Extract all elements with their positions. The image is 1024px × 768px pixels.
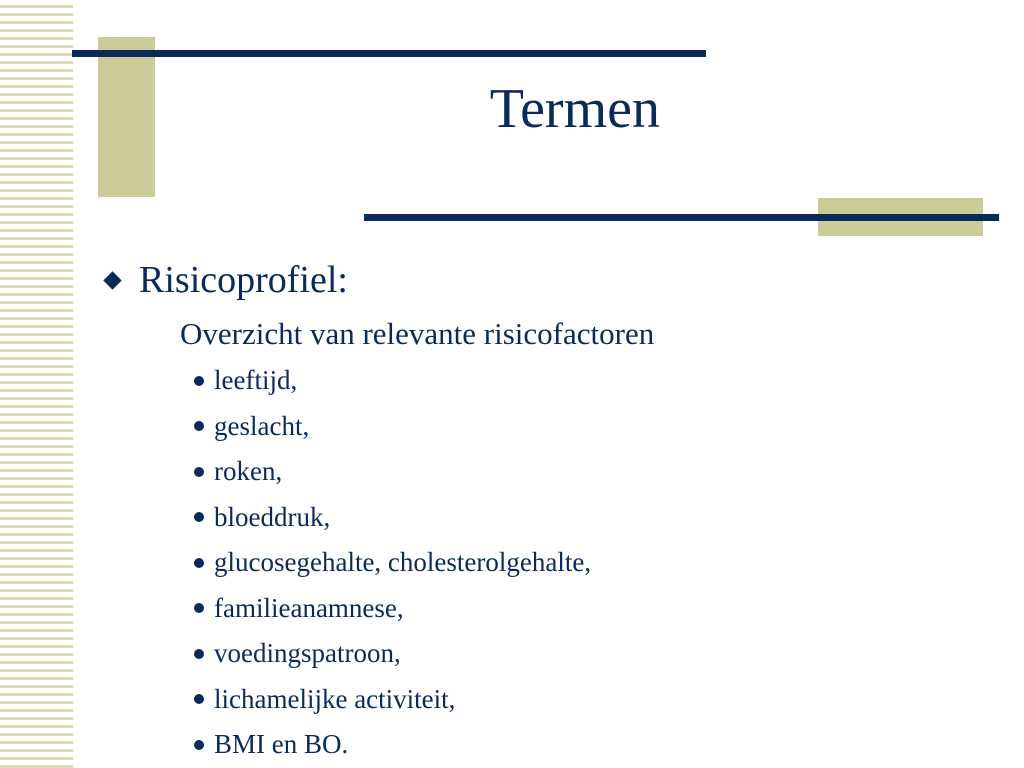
round-bullet-icon: [194, 467, 204, 477]
list-item: [194, 540, 980, 586]
list-item-text: geslacht,: [214, 410, 310, 441]
title-rule-top: [72, 50, 706, 57]
slide-content: [100, 250, 980, 768]
title-rule-bottom: [364, 214, 999, 221]
slide-title: Termen: [489, 78, 660, 140]
diamond-bullet-icon: [103, 271, 121, 289]
heading-text: Risicoprofiel:: [139, 259, 348, 301]
list-item: [194, 631, 980, 677]
list-item-text: BMI en BO.: [214, 729, 349, 760]
round-bullet-icon: [194, 694, 204, 704]
risk-factor-list: [100, 358, 980, 768]
list-item-text: lichamelijke activiteit,: [214, 683, 456, 714]
round-bullet-icon: [194, 603, 204, 613]
list-item: [194, 586, 980, 632]
list-item: [194, 449, 980, 495]
decorative-stripes: [0, 0, 73, 768]
list-item-text: roken,: [214, 456, 283, 487]
list-item: [194, 495, 980, 541]
bullet-heading: [100, 250, 980, 310]
list-item-text: voedingspatroon,: [214, 638, 401, 669]
list-item: [194, 677, 980, 723]
round-bullet-icon: [194, 649, 204, 659]
list-item: [194, 358, 980, 404]
subheading: Overzicht van relevante risicofactoren: [180, 316, 655, 351]
round-bullet-icon: [194, 740, 204, 750]
list-item-text: glucosegehalte, cholesterolgehalte,: [214, 547, 592, 578]
list-item: [194, 722, 980, 768]
round-bullet-icon: [194, 421, 204, 431]
round-bullet-icon: [194, 512, 204, 522]
list-item-text: familieanamnese,: [214, 592, 404, 623]
accent-block-left: [98, 37, 155, 197]
round-bullet-icon: [194, 376, 204, 386]
list-item-text: bloeddruk,: [214, 501, 331, 532]
round-bullet-icon: [194, 558, 204, 568]
list-item-text: leeftijd,: [214, 365, 298, 396]
list-item: [194, 404, 980, 450]
